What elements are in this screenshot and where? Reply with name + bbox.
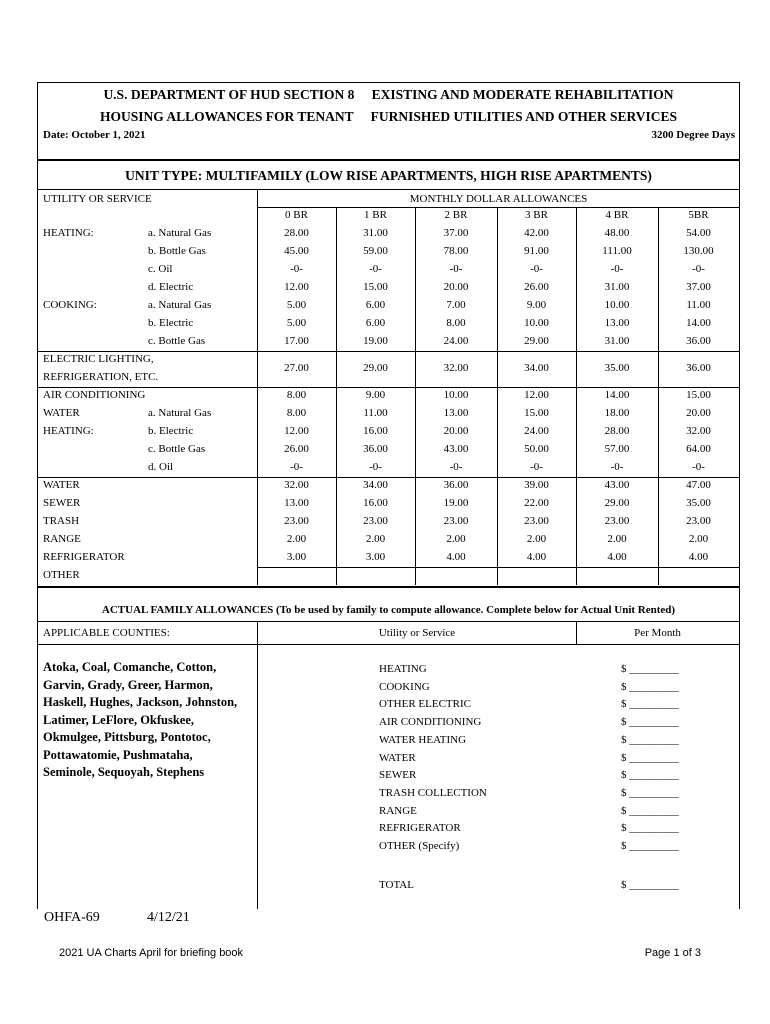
- allowance-value: 19.00: [363, 335, 388, 347]
- allowance-value: 12.00: [284, 281, 309, 293]
- divider: [38, 387, 739, 388]
- allowance-value: 23.00: [363, 515, 388, 527]
- allowance-value: 4.00: [526, 551, 547, 563]
- allowance-value: 4.00: [688, 551, 709, 563]
- allowance-form: [37, 82, 740, 909]
- allowance-value: 5.00: [286, 299, 307, 311]
- allowance-value: 23.00: [443, 515, 469, 527]
- divider: [38, 159, 739, 161]
- column-header: 2 BR: [444, 209, 468, 221]
- allowance-value: 15.00: [686, 389, 711, 401]
- footer-right: Page 1 of 3: [644, 947, 701, 959]
- allowance-value: 36.00: [686, 335, 711, 347]
- allowance-value: 14.00: [604, 389, 630, 401]
- form-date: 4/12/21: [147, 910, 190, 925]
- allowance-value: -0-: [290, 263, 303, 275]
- allowance-value: 37.00: [443, 227, 469, 239]
- row-subcategory: b. Electric: [148, 317, 194, 329]
- allowance-value: 54.00: [686, 227, 711, 239]
- allowance-value: 2.00: [607, 533, 627, 545]
- allowance-value: 2.00: [526, 533, 547, 545]
- allowance-value: 23.00: [284, 515, 309, 527]
- actual-item-amount[interactable]: $ _________: [621, 698, 679, 710]
- allowance-value: 2.00: [446, 533, 466, 545]
- allowance-value: 43.00: [443, 443, 469, 455]
- divider: [38, 477, 739, 478]
- allowance-value: 20.00: [443, 281, 469, 293]
- row-category: RANGE: [43, 533, 81, 545]
- allowance-value: 29.00: [524, 335, 549, 347]
- allowance-value: 26.00: [284, 443, 309, 455]
- allowance-value: 28.00: [284, 227, 309, 239]
- allowance-value: 24.00: [524, 425, 549, 437]
- counties-label: APPLICABLE COUNTIES:: [43, 627, 170, 639]
- allowance-value: 8.00: [446, 317, 466, 329]
- row-subcategory: a. Natural Gas: [148, 299, 212, 311]
- degree-days: 3200 Degree Days: [651, 129, 735, 141]
- row-category: OTHER: [43, 569, 80, 581]
- allowance-value: 20.00: [443, 425, 469, 437]
- actual-item-label: COOKING: [379, 681, 430, 693]
- actual-item-amount[interactable]: $ _________: [621, 822, 679, 834]
- allowance-value: -0-: [449, 461, 463, 473]
- allowance-value: 57.00: [604, 443, 630, 455]
- column-header: 5BR: [688, 209, 709, 221]
- allowance-value: 17.00: [284, 335, 309, 347]
- allowance-value: 29.00: [363, 362, 388, 374]
- allowance-value: 4.00: [446, 551, 466, 563]
- divider: [257, 207, 739, 208]
- allowance-value: 31.00: [604, 281, 630, 293]
- divider: [38, 644, 739, 645]
- allowance-value: 11.00: [363, 407, 388, 419]
- monthly-header: MONTHLY DOLLAR ALLOWANCES: [409, 193, 588, 205]
- allowance-value: 34.00: [363, 479, 388, 491]
- actual-item-label: AIR CONDITIONING: [379, 716, 482, 728]
- column-header: 3 BR: [525, 209, 548, 221]
- row-category: HEATING:: [43, 227, 94, 239]
- form-id: OHFA-69: [44, 910, 100, 925]
- utility-service-label: Utility or Service: [378, 627, 456, 639]
- allowance-value: -0-: [449, 263, 463, 275]
- allowance-value: 35.00: [686, 497, 711, 509]
- row-subcategory: a. Natural Gas: [148, 227, 212, 239]
- allowance-value: -0-: [530, 461, 543, 473]
- allowance-value: 3.00: [365, 551, 386, 563]
- actual-item-label: SEWER: [379, 769, 417, 781]
- column-divider: [576, 621, 577, 644]
- allowance-value: 31.00: [604, 335, 630, 347]
- allowance-value: 20.00: [686, 407, 711, 419]
- actual-item-amount[interactable]: $ _________: [621, 663, 679, 675]
- total-label: TOTAL: [379, 879, 414, 891]
- allowance-value: 15.00: [363, 281, 388, 293]
- actual-item-label: TRASH COLLECTION: [379, 787, 487, 799]
- row-subcategory: c. Oil: [148, 263, 173, 275]
- total-blank[interactable]: $ _________: [621, 879, 679, 891]
- allowance-value: 2.00: [286, 533, 307, 545]
- allowance-value: 10.00: [604, 299, 630, 311]
- allowance-value: 15.00: [524, 407, 549, 419]
- allowance-value: 78.00: [443, 245, 469, 257]
- footer-left: 2021 UA Charts April for briefing book: [59, 947, 244, 959]
- row-category: REFRIGERATOR: [43, 551, 125, 563]
- allowance-value: 3.00: [286, 551, 307, 563]
- actual-item-label: WATER: [379, 752, 416, 764]
- row-subcategory: c. Bottle Gas: [148, 443, 206, 455]
- allowance-value: 8.00: [286, 389, 307, 401]
- allowance-value: 48.00: [604, 227, 630, 239]
- actual-heading: ACTUAL FAMILY ALLOWANCES (To be used by family to compute allowance. Complete below for Actual Unit Rented): [101, 604, 676, 616]
- allowance-value: 11.00: [686, 299, 711, 311]
- allowance-value: -0-: [369, 461, 382, 473]
- allowance-value: 32.00: [443, 362, 469, 374]
- column-header: 1 BR: [364, 209, 387, 221]
- actual-item-amount[interactable]: $ _________: [621, 681, 679, 693]
- allowance-value: -0-: [290, 461, 303, 473]
- allowance-value: 111.00: [602, 245, 632, 257]
- allowance-value: 19.00: [443, 497, 469, 509]
- column-divider: [257, 621, 258, 909]
- allowance-value: 12.00: [524, 389, 549, 401]
- row-subcategory: b. Electric: [148, 425, 194, 437]
- divider: [38, 621, 739, 622]
- divider: [257, 567, 739, 568]
- allowance-value: 59.00: [363, 245, 388, 257]
- allowance-value: -0-: [692, 263, 705, 275]
- actual-item-amount[interactable]: $ _________: [621, 769, 679, 781]
- allowance-value: 13.00: [604, 317, 630, 329]
- allowance-value: -0-: [369, 263, 382, 275]
- allowance-value: 37.00: [686, 281, 711, 293]
- allowance-value: 10.00: [443, 389, 469, 401]
- row-subcategory: d. Oil: [148, 461, 174, 473]
- allowance-value: 2.00: [365, 533, 386, 545]
- actual-item-label: HEATING: [379, 663, 427, 675]
- allowance-value: 7.00: [446, 299, 466, 311]
- allowance-value: 2.00: [688, 533, 709, 545]
- allowance-value: 4.00: [607, 551, 627, 563]
- allowance-value: 26.00: [524, 281, 549, 293]
- allowance-value: 13.00: [443, 407, 469, 419]
- column-header: 0 BR: [285, 209, 308, 221]
- actual-item-amount[interactable]: $ _________: [621, 805, 679, 817]
- allowance-value: 23.00: [604, 515, 630, 527]
- row-category: ELECTRIC LIGHTING,: [43, 353, 154, 365]
- allowance-value: -0-: [610, 263, 624, 275]
- row-subcategory: d. Electric: [148, 281, 194, 293]
- allowance-value: 9.00: [365, 389, 386, 401]
- allowance-value: 18.00: [604, 407, 630, 419]
- allowance-value: 64.00: [686, 443, 711, 455]
- allowance-value: 12.00: [284, 425, 309, 437]
- actual-item-amount[interactable]: $ _________: [621, 752, 679, 764]
- actual-item-label: WATER HEATING: [379, 734, 467, 746]
- allowance-value: 39.00: [524, 479, 549, 491]
- allowance-value: 16.00: [363, 497, 388, 509]
- divider: [38, 189, 739, 190]
- per-month-label: Per Month: [634, 627, 681, 639]
- actual-item-label: OTHER ELECTRIC: [379, 698, 471, 710]
- column-header: 4 BR: [605, 209, 629, 221]
- actual-item-amount[interactable]: $ _________: [621, 716, 679, 728]
- row-subcategory: c. Bottle Gas: [148, 335, 206, 347]
- allowance-value: 45.00: [284, 245, 309, 257]
- title-line-2: HOUSING ALLOWANCES FOR TENANT   FURNISHED UTILITIES AND OTHER SERVICES: [99, 109, 678, 124]
- allowance-value: 91.00: [524, 245, 549, 257]
- allowance-value: 9.00: [526, 299, 547, 311]
- allowance-value: 50.00: [524, 443, 549, 455]
- allowance-value: 24.00: [443, 335, 469, 347]
- allowance-value: 35.00: [604, 362, 630, 374]
- actual-item-label: OTHER (Specify): [379, 840, 460, 852]
- allowance-value: 23.00: [524, 515, 549, 527]
- row-subcategory: b. Bottle Gas: [148, 245, 206, 257]
- unit-type-heading: UNIT TYPE: MULTIFAMILY (LOW RISE APARTMENTS, HIGH RISE APARTMENTS): [125, 168, 652, 183]
- allowance-value: 29.00: [604, 497, 630, 509]
- actual-item-amount[interactable]: $ _________: [621, 840, 679, 852]
- allowance-value: 32.00: [686, 425, 711, 437]
- allowance-value: -0-: [610, 461, 624, 473]
- allowance-value: 5.00: [286, 317, 307, 329]
- allowance-value: 36.00: [363, 443, 388, 455]
- title-line-1: U.S. DEPARTMENT OF HUD SECTION 8   EXISTING AND MODERATE REHABILITATION: [103, 87, 674, 102]
- divider: [38, 586, 739, 588]
- row-category: HEATING:: [43, 425, 94, 437]
- row-category: WATER: [43, 407, 80, 419]
- row-category: WATER: [43, 479, 80, 491]
- allowance-value: 8.00: [286, 407, 307, 419]
- divider: [38, 351, 739, 352]
- allowance-value: 16.00: [363, 425, 388, 437]
- allowance-value: 47.00: [686, 479, 711, 491]
- allowance-value: 6.00: [365, 317, 386, 329]
- actual-item-label: RANGE: [379, 805, 417, 817]
- row-category: AIR CONDITIONING: [43, 389, 146, 401]
- applicable-counties: Atoka, Coal, Comanche, Cotton, Garvin, Grady, Greer, Harmon, Haskell, Hughes, Jackson, Johnston, Latimer, LeFlore, Okfuskee, Okmulgee, Pittsburg, Pontotoc, Pottawatomie, Pushmataha, Seminole, Sequoyah, Stephens: [43, 660, 238, 779]
- allowance-value: 42.00: [524, 227, 549, 239]
- allowance-value: 130.00: [683, 245, 714, 257]
- allowance-value: 6.00: [365, 299, 386, 311]
- actual-item-amount[interactable]: $ _________: [621, 787, 679, 799]
- date-label: Date: October 1, 2021: [43, 129, 146, 141]
- utility-header: UTILITY OR SERVICE: [43, 193, 152, 205]
- allowance-value: 34.00: [524, 362, 549, 374]
- actual-item-label: REFRIGERATOR: [379, 822, 461, 834]
- allowance-value: 27.00: [284, 362, 309, 374]
- row-category: REFRIGERATION, ETC.: [43, 371, 159, 383]
- row-subcategory: a. Natural Gas: [148, 407, 212, 419]
- allowance-value: 32.00: [284, 479, 309, 491]
- allowance-value: 31.00: [363, 227, 388, 239]
- allowance-value: 22.00: [524, 497, 549, 509]
- allowance-value: 23.00: [686, 515, 711, 527]
- row-category: TRASH: [43, 515, 80, 527]
- allowance-value: 14.00: [686, 317, 711, 329]
- actual-item-amount[interactable]: $ _________: [621, 734, 679, 746]
- allowance-value: 36.00: [443, 479, 469, 491]
- allowance-value: 10.00: [524, 317, 549, 329]
- allowance-value: 13.00: [284, 497, 309, 509]
- allowance-value: -0-: [530, 263, 543, 275]
- row-category: SEWER: [43, 497, 81, 509]
- allowance-value: 36.00: [686, 362, 711, 374]
- allowance-value: 28.00: [604, 425, 630, 437]
- allowance-value: 43.00: [604, 479, 630, 491]
- row-category: COOKING:: [43, 299, 97, 311]
- allowance-value: -0-: [692, 461, 705, 473]
